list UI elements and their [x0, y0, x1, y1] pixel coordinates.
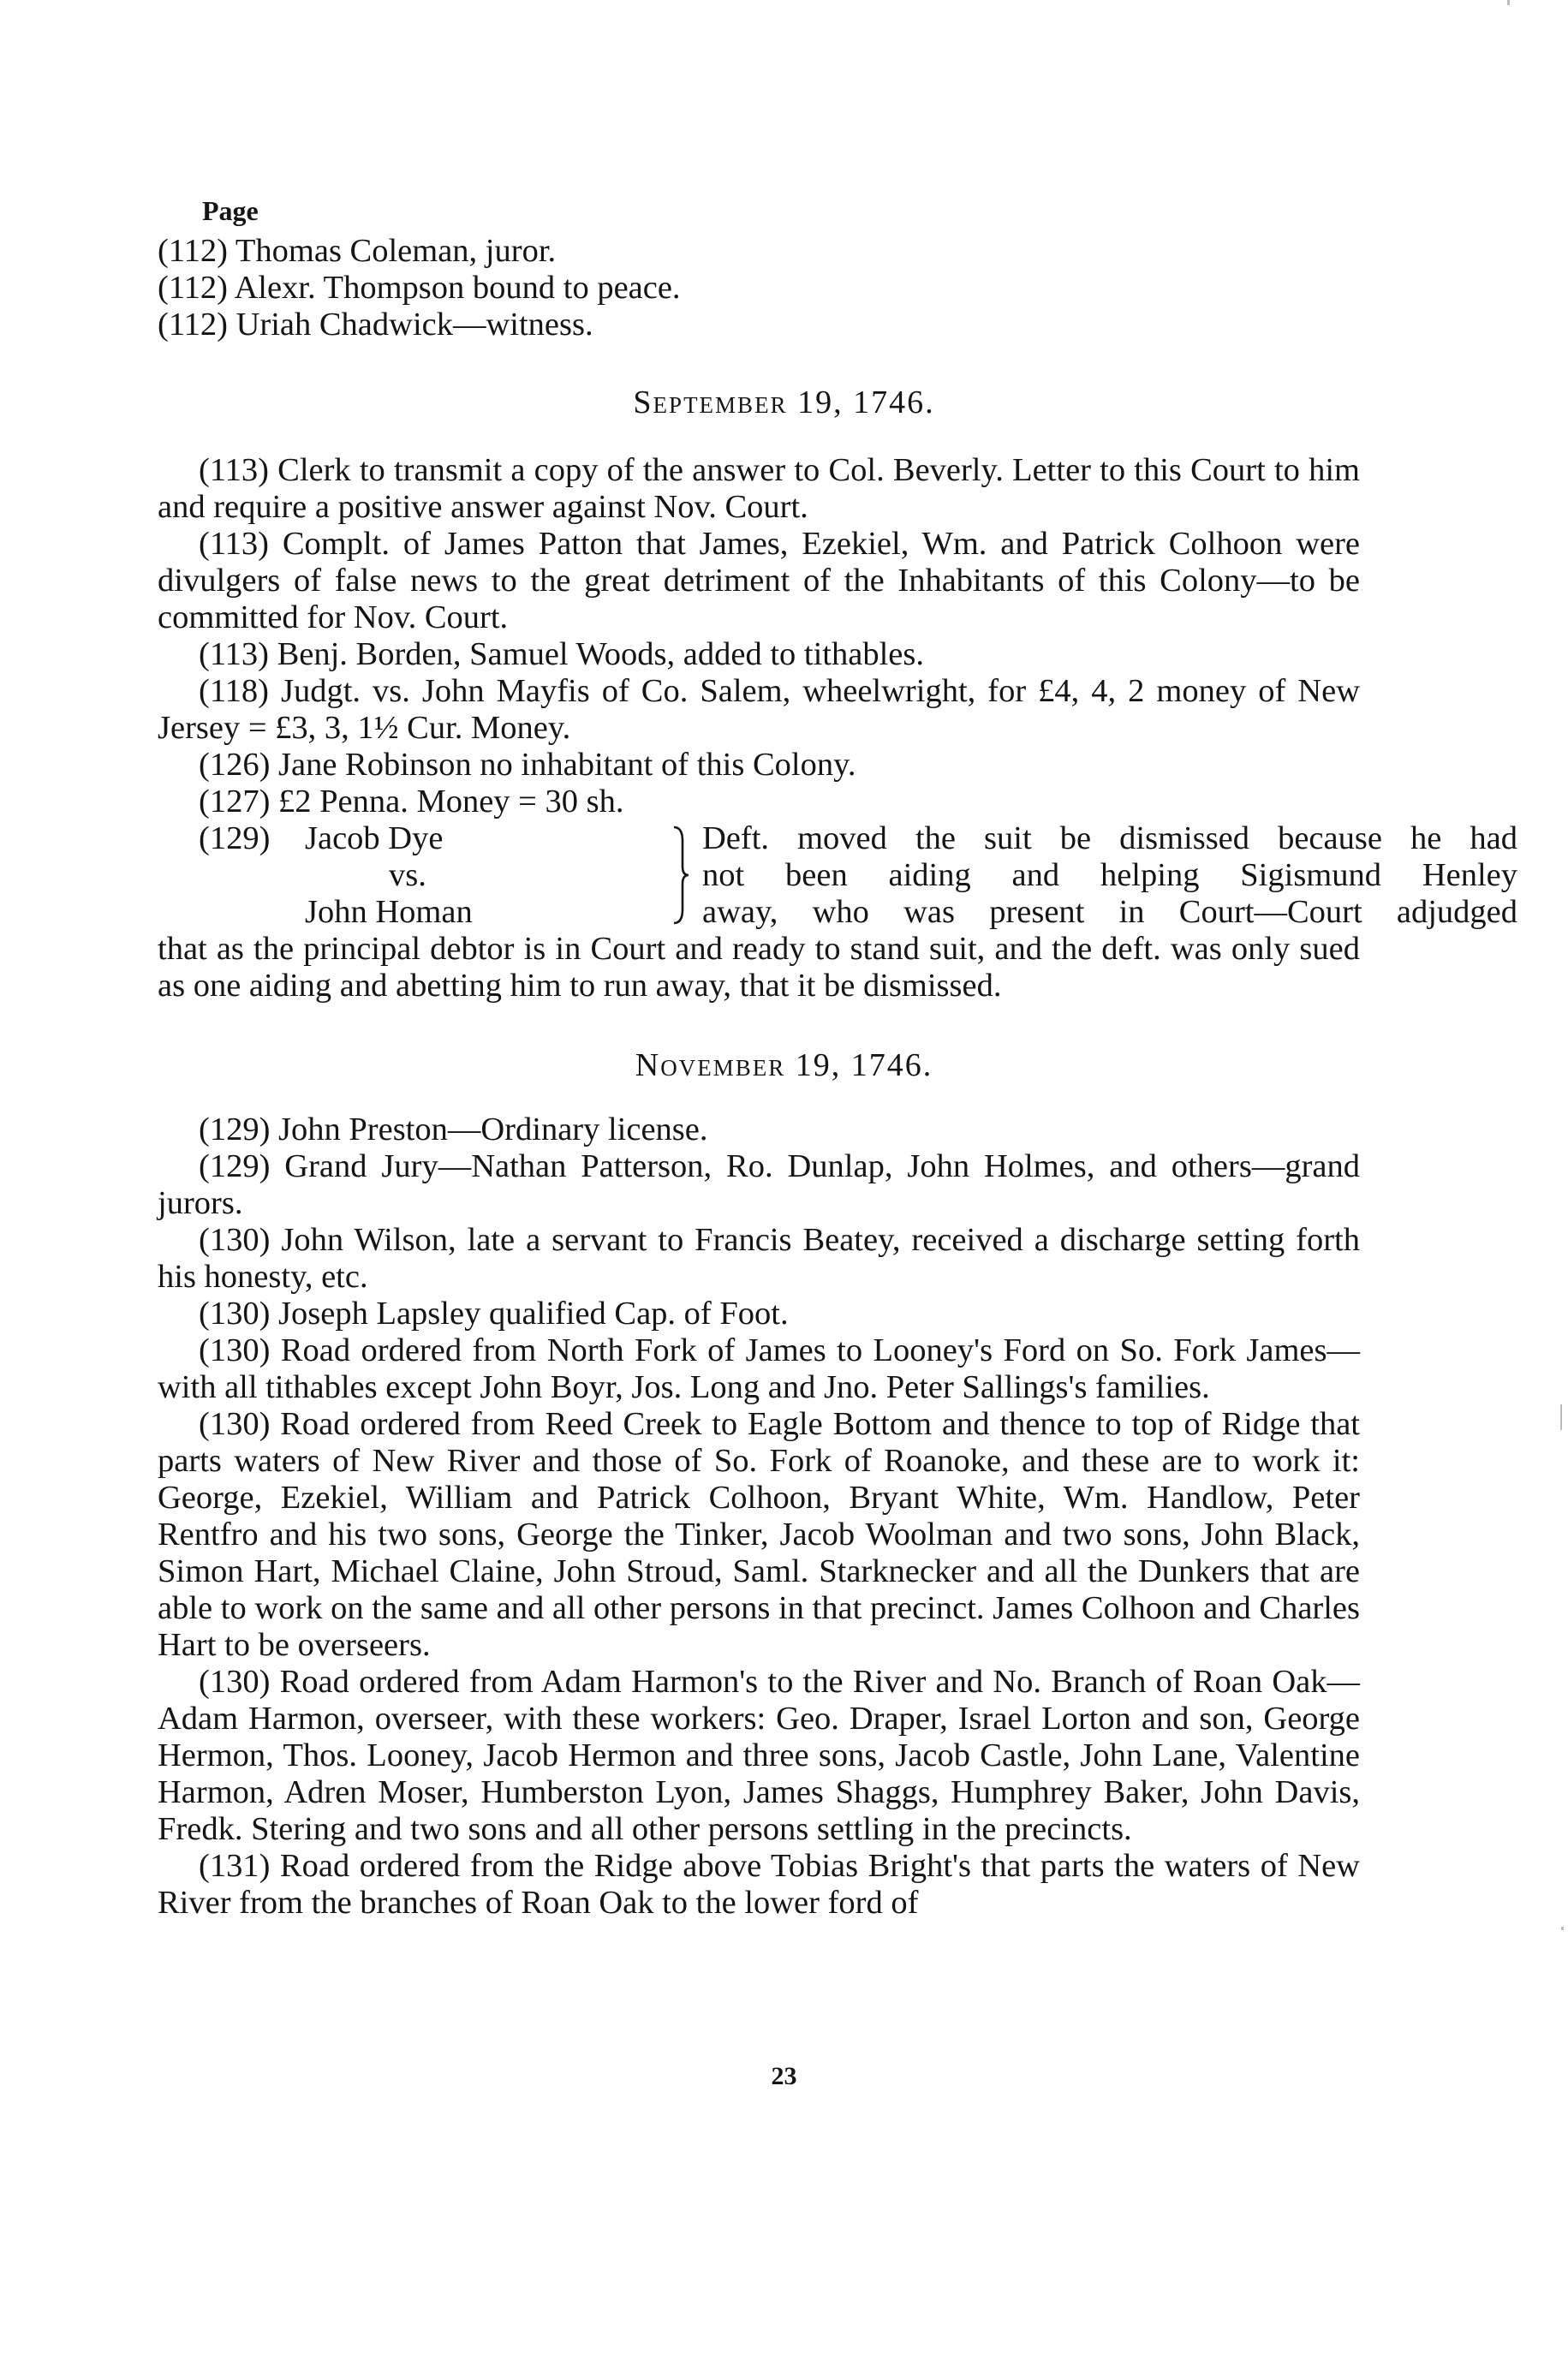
entry-paragraph: (127) £2 Penna. Money = 30 sh.: [199, 784, 624, 819]
page-number: 23: [771, 2062, 797, 2090]
case-text-line: not been aiding and helping Sigismund Henley: [702, 857, 1517, 893]
case-row-1: [158, 820, 1517, 857]
entry-paragraph: (131) Road ordered from the Ridge above Tobias Bright's that parts the waters of New River from the branches of Roan Oak to the lower ford of: [158, 1848, 1360, 1921]
date-heading-september: September 19, 1746.: [633, 384, 935, 420]
case-text-line: away, who was present in Court—Court adjudged: [702, 894, 1517, 930]
entry-paragraph: (113) Complt. of James Patton that James, Ezekiel, Wm. and Patrick Colhoon were divulgers of false news to the great detriment of the Inhabitants of this Colony—to be committed for Nov. Court.: [158, 526, 1360, 635]
case-continuation: that as the principal debtor is in Court and ready to stand suit, and the deft. was only sued as one aiding and abetting him to run away, that it be dismissed.: [158, 931, 1360, 1004]
entry-paragraph: (129) John Preston—Ordinary license.: [199, 1111, 708, 1147]
scan-artifact: [1561, 1927, 1564, 1930]
entry-line: (112) Alexr. Thompson bound to peace.: [158, 270, 681, 306]
entry-line: (112) Uriah Chadwick—witness.: [158, 307, 593, 343]
case-row-3: [158, 894, 1517, 931]
page-column-label: Page: [202, 195, 259, 226]
entry-paragraph: (130) Joseph Lapsley qualified Cap. of Foot.: [199, 1296, 789, 1332]
curly-brace-icon: [671, 824, 690, 927]
entry-paragraph: (113) Benj. Borden, Samuel Woods, added to tithables.: [199, 636, 924, 672]
case-plaintiff: Jacob Dye: [305, 820, 444, 856]
entry-paragraph: (130) Road ordered from North Fork of James to Looney's Ford on So. Fork James—with all tithables except John Boyr, Jos. Long and Jno. Peter Sallings's families.: [158, 1332, 1360, 1405]
date-heading-november: November 19, 1746.: [635, 1047, 933, 1083]
case-versus: vs.: [389, 857, 426, 893]
top-entries: [158, 233, 1360, 343]
november-entries: [158, 1111, 1360, 1922]
entry-paragraph: (126) Jane Robinson no inhabitant of this Colony.: [199, 747, 856, 783]
scan-artifact: [1507, 0, 1510, 5]
entry-paragraph: (113) Clerk to transmit a copy of the answer to Col. Beverly. Letter to this Court to him and require a positive answer against Nov. Court.: [158, 452, 1360, 525]
case-defendant: John Homan: [305, 894, 473, 930]
case-text-line: Deft. moved the suit be dismissed because he had: [702, 820, 1517, 856]
entry-line: (112) Thomas Coleman, juror.: [158, 233, 557, 269]
scan-artifact: [1560, 1404, 1562, 1430]
entry-paragraph: (118) Judgt. vs. John Mayfis of Co. Salem, wheelwright, for £4, 4, 2 money of New Jersey = £3, 3, 1½ Cur. Money.: [158, 673, 1360, 746]
entry-paragraph: (129) Grand Jury—Nathan Patterson, Ro. Dunlap, John Holmes, and others—grand jurors.: [158, 1148, 1360, 1221]
september-entries: [158, 452, 1360, 820]
case-row-2: [158, 857, 1517, 894]
case-entry-dye-v-homan: [158, 820, 1517, 1004]
entry-paragraph: (130) Road ordered from Reed Creek to Eagle Bottom and thence to top of Ridge that parts waters of New River and those of So. Fork of Roanoke, and these are to work it: George, Ezekiel, William and Patrick Colhoon, Bryant White, Wm. Handlow, Peter Rentfro and his two sons, George the Tinker, Jacob Woolman and two sons, John Black, Simon Hart, Michael Claine, John Stroud, Saml. Starknecker and all the Dunkers that are able to work on the same and all other persons in that precinct. James Colhoon and Charles Hart to be overseers.: [158, 1406, 1360, 1663]
entry-paragraph: (130) John Wilson, late a servant to Francis Beatey, received a discharge setting forth his honesty, etc.: [158, 1222, 1360, 1295]
entry-paragraph: (130) Road ordered from Adam Harmon's to the River and No. Branch of Roan Oak—Adam Harmon, overseer, with these workers: Geo. Draper, Israel Lorton and son, George Hermon, Thos. Looney, Jacob Hermon and three sons, Jacob Castle, John Lane, Valentine Harmon, Adren Moser, Humberston Lyon, James Shaggs, Humphrey Baker, John Davis, Fredk. Stering and two sons and all other persons settling in the precincts.: [158, 1664, 1360, 1847]
case-ref: (129): [199, 820, 271, 856]
